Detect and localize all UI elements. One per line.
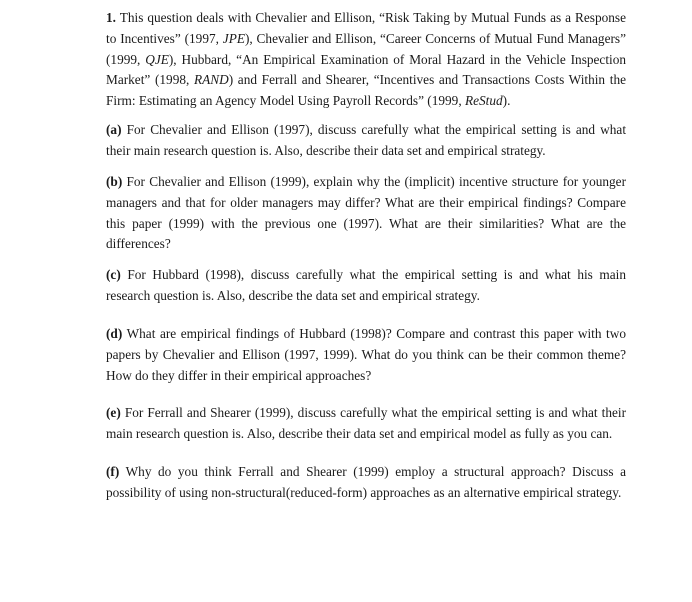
- intro-text-2: ), Chevalier and Ellison, “Career Concerns of Mutual Fund Managers” (1999,: [106, 30, 626, 67]
- journal-qje: QJE: [145, 51, 169, 67]
- part-b-text: For Chevalier and Ellison (1999), explain why the (implicit) incentive structure for younger managers and that for older managers may differ? What are their empirical findings? Compare this paper (1999) with the previous one (1997). What are their similarities? What are the differences?: [106, 174, 627, 252]
- part-d-text: What are empirical findings of Hubbard (1998)? Compare and contrast this paper with two papers by Chevalier and Ellison (1997, 1999). What do you think can be their common theme? How do they differ in their empirical approaches?: [106, 326, 626, 383]
- part-e: [106, 403, 626, 445]
- part-c: [106, 265, 626, 307]
- intro-text-1: This question deals with Chevalier and Ellison, “Risk Taking by Mutual Funds as a Response to Incentives” (1997,: [106, 10, 626, 46]
- part-a: [106, 120, 626, 162]
- part-a-label: (a): [106, 122, 122, 137]
- question-intro: [106, 8, 626, 112]
- question-number: 1.: [106, 10, 116, 25]
- part-a-text: For Chevalier and Ellison (1997), discuss carefully what the empirical setting is and what their main research question is. Also, describe their data set and empirical strategy.: [106, 122, 627, 158]
- part-d: [106, 324, 626, 386]
- part-e-label: (e): [106, 405, 121, 420]
- part-c-text: For Hubbard (1998), discuss carefully what the empirical setting is and what his main research question is. Also, describe the data set and empirical strategy.: [106, 267, 626, 303]
- part-d-label: (d): [106, 326, 123, 341]
- intro-text-5: ).: [502, 93, 511, 109]
- intro-text-3: ), Hubbard, “An Empirical Examination of Moral Hazard in the Vehicle Inspection Market” (1998,: [106, 51, 627, 88]
- part-f-label: (f): [106, 464, 120, 479]
- part-b: [106, 172, 626, 255]
- journal-restud: ReStud: [464, 93, 503, 109]
- journal-rand: RAND: [193, 72, 229, 88]
- journal-jpe: JPE: [222, 30, 245, 46]
- part-f: [106, 462, 626, 504]
- intro-text-4: ) and Ferrall and Shearer, “Incentives and Transactions Costs Within the Firm: Estimating an Agency Model Using Payroll Records” (1999,: [106, 72, 626, 109]
- part-c-label: (c): [106, 267, 121, 282]
- part-e-text: For Ferrall and Shearer (1999), discuss carefully what the empirical setting is and what their main research question is. Also, describe their data set and empirical model as fully as you can.: [106, 405, 627, 441]
- part-b-label: (b): [106, 174, 123, 189]
- part-f-text: Why do you think Ferrall and Shearer (1999) employ a structural approach? Discuss a possibility of using non-structural(reduced-form) approaches as an alternative empirical strategy.: [106, 464, 626, 500]
